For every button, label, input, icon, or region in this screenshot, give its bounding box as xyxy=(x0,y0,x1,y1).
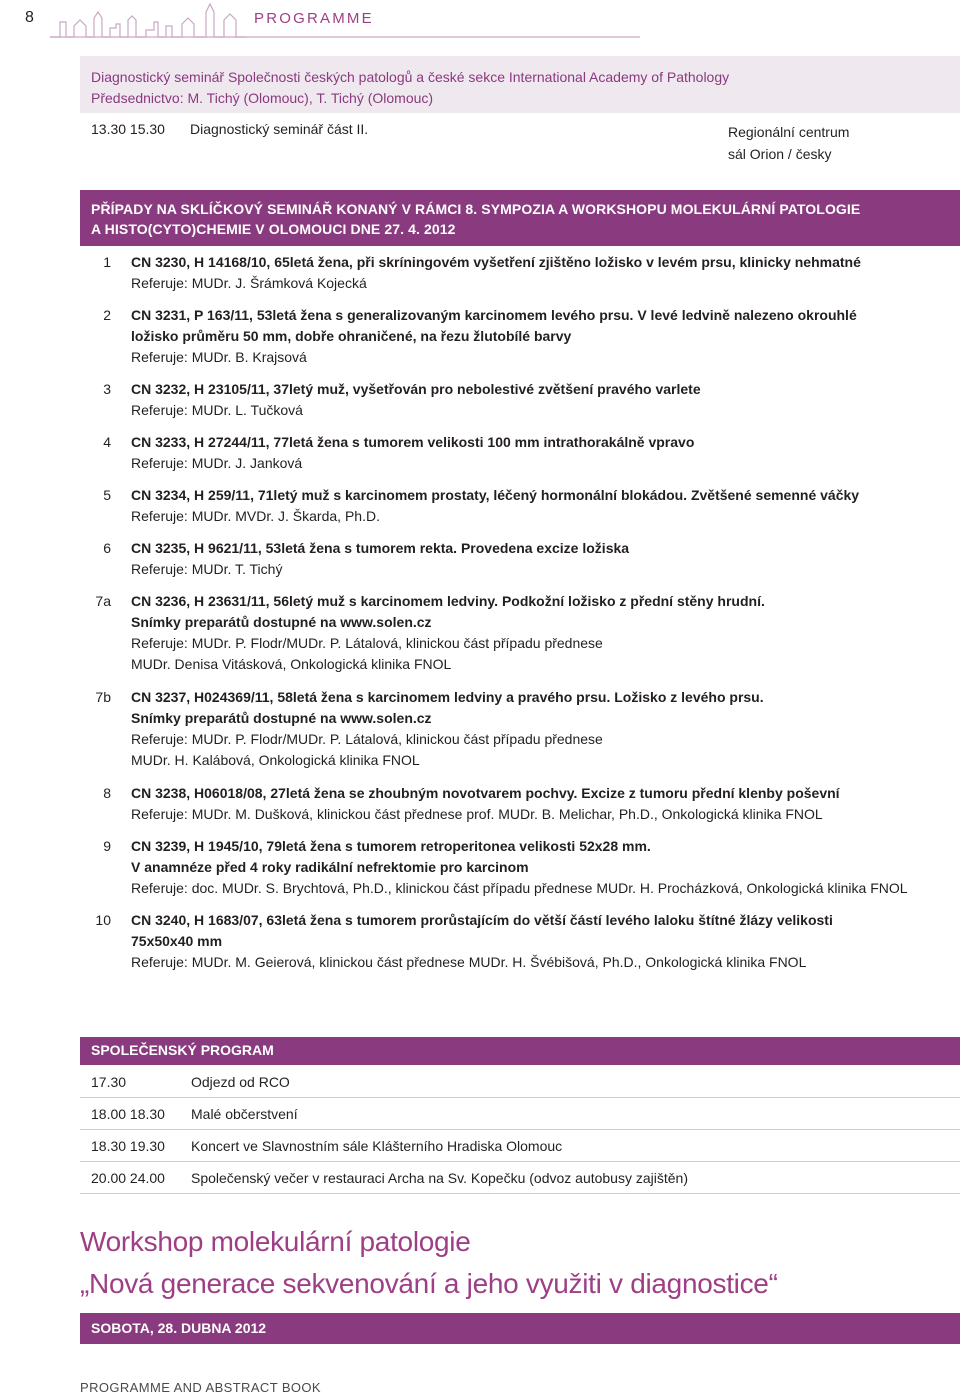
case-description xyxy=(131,836,960,899)
case-number: 9 xyxy=(103,838,111,854)
social-time: 18.30 19.30 xyxy=(91,1138,165,1154)
case-title-line: CN 3238, H06018/08, 27letá žena se zhoubným novotvarem pochvy. Excize z tumoru přední klenby poševní xyxy=(131,785,840,801)
workshop-subtitle: „Nová generace sekvenování a jeho využiti v diagnostice“ xyxy=(80,1268,778,1299)
case-title-line: ložisko průměru 50 mm, dobře ohraničené, na řezu žlutobílé barvy xyxy=(131,328,572,344)
case-presenter-line: Referuje: MUDr. P. Flodr/MUDr. P. Látalová, klinickou část případu přednese xyxy=(131,635,603,651)
social-event: Společenský večer v restauraci Archa na Sv. Kopečku (odvoz autobusy zajištěn) xyxy=(191,1170,688,1186)
case-number: 4 xyxy=(103,434,111,450)
case-title-line: Snímky preparátů dostupné na www.solen.cz xyxy=(131,614,432,630)
date-band: SOBOTA, 28. DUBNA 2012 xyxy=(80,1313,960,1344)
case-number: 8 xyxy=(103,785,111,801)
case-presenter-line: Referuje: MUDr. M. Geierová, klinickou část přednese MUDr. H. Švébišová, Ph.D., Onkologická klinika FNOL xyxy=(131,954,807,970)
workshop-title: Workshop molekulární patologie xyxy=(80,1226,471,1257)
case-number: 10 xyxy=(95,912,111,928)
case-description xyxy=(131,783,960,825)
case-presenter-line: Referuje: MUDr. MVDr. J. Škarda, Ph.D. xyxy=(131,508,380,524)
case-title-line: CN 3231, P 163/11, 53letá žena s generalizovaným karcinomem levého prsu. V levé ledvině nalezeno okrouhlé xyxy=(131,307,857,323)
case-number: 2 xyxy=(103,307,111,323)
social-row xyxy=(80,1098,960,1130)
case-presenter-line: MUDr. H. Kalábová, Onkologická klinika FNOL xyxy=(131,752,420,768)
case-presenter-line: Referuje: MUDr. M. Dušková, klinickou část přednese prof. MUDr. B. Melichar, Ph.D., Onkologická klinika FNOL xyxy=(131,806,823,822)
session-row xyxy=(91,121,960,166)
venue-line: sál Orion / česky xyxy=(728,146,832,162)
case-number: 3 xyxy=(103,381,111,397)
social-heading: SPOLEČENSKÝ PROGRAM xyxy=(80,1037,960,1065)
case-number: 7b xyxy=(95,689,111,705)
social-time: 18.00 18.30 xyxy=(91,1106,165,1122)
seminar-chairs: Předsednictvo: M. Tichý (Olomouc), T. Tichý (Olomouc) xyxy=(91,90,434,106)
case-title-line: CN 3232, H 23105/11, 37letý muž, vyšetřován pro nebolestivé zvětšení pravého varlete xyxy=(131,381,701,397)
case-description xyxy=(131,485,960,527)
case-presenter-line: Referuje: MUDr. J. Šrámková Kojecká xyxy=(131,275,367,291)
session-venue xyxy=(728,121,849,165)
seminar-info-box xyxy=(80,56,960,113)
case-title-line: CN 3239, H 1945/10, 79letá žena s tumorem retroperitonea velikosti 52x28 mm. xyxy=(131,838,651,854)
case-description xyxy=(131,432,960,474)
case-title-line: CN 3230, H 14168/10, 65letá žena, při skríningovém vyšetření zjištěno ložisko v levém prsu, klinicky nehmatné xyxy=(131,254,861,270)
case-number: 5 xyxy=(103,487,111,503)
cases-heading-line: PŘÍPADY NA SKLÍČKOVÝ SEMINÁŘ KONANÝ V RÁMCI 8. SYMPOZIA A WORKSHOPU MOLEKULÁRNÍ PATOLOGIE xyxy=(91,201,861,217)
case-description xyxy=(131,910,960,973)
case-presenter-line: Referuje: MUDr. L. Tučková xyxy=(131,402,303,418)
case-title-line: 75x50x40 mm xyxy=(131,933,223,949)
footer-text: PROGRAMME AND ABSTRACT BOOK xyxy=(80,1380,321,1395)
social-event: Odjezd od RCO xyxy=(191,1074,290,1090)
cases-heading-line: A HISTO(CYTO)CHEMIE V OLOMOUCI DNE 27. 4. 2012 xyxy=(91,221,456,237)
social-row xyxy=(80,1066,960,1098)
case-title-line: CN 3234, H 259/11, 71letý muž s karcinomem prostaty, léčený hormonální blokádou. Zvětšené semenné váčky xyxy=(131,487,860,503)
session-time: 13.30 15.30 xyxy=(91,121,165,137)
session-title: Diagnostický seminář část II. xyxy=(190,121,369,137)
cases-heading xyxy=(80,190,960,246)
case-number: 7a xyxy=(95,593,111,609)
social-event: Malé občerstvení xyxy=(191,1106,298,1122)
case-presenter-line: Referuje: MUDr. T. Tichý xyxy=(131,561,283,577)
case-description xyxy=(131,687,960,771)
case-description xyxy=(131,252,960,294)
page-number: 8 xyxy=(25,9,34,26)
case-title-line: CN 3233, H 27244/11, 77letá žena s tumorem velikosti 100 mm intrathorakálně vpravo xyxy=(131,434,695,450)
case-title-line: CN 3235, H 9621/11, 53letá žena s tumorem rekta. Provedena excize ložiska xyxy=(131,540,630,556)
social-row xyxy=(80,1130,960,1162)
case-description xyxy=(131,538,960,580)
social-event: Koncert ve Slavnostním sále Klášterního Hradiska Olomouc xyxy=(191,1138,563,1154)
case-title-line: V anamnéze před 4 roky radikální nefrektomie pro karcinom xyxy=(131,859,529,875)
case-title-line: CN 3240, H 1683/07, 63letá žena s tumorem prorůstajícím do větší částí levého laloku štítné žlázy velikosti xyxy=(131,912,833,928)
case-presenter-line: Referuje: MUDr. J. Janková xyxy=(131,455,303,471)
social-time: 17.30 xyxy=(91,1074,127,1090)
section-title: PROGRAMME xyxy=(254,10,374,27)
case-presenter-line: Referuje: MUDr. P. Flodr/MUDr. P. Látalová, klinickou část případu přednese xyxy=(131,731,603,747)
case-description xyxy=(131,305,960,368)
social-row xyxy=(80,1162,960,1194)
page-header xyxy=(0,0,960,38)
case-presenter-line: Referuje: doc. MUDr. S. Brychtová, Ph.D., klinickou část případu přednese MUDr. H. Procházková, Onkologická klinika FNOL xyxy=(131,880,908,896)
case-presenter-line: Referuje: MUDr. B. Krajsová xyxy=(131,349,307,365)
case-description xyxy=(131,379,960,421)
case-description xyxy=(131,591,960,675)
case-title-line: Snímky preparátů dostupné na www.solen.cz xyxy=(131,710,432,726)
case-presenter-line: MUDr. Denisa Vitásková, Onkologická klinika FNOL xyxy=(131,656,452,672)
case-title-line: CN 3236, H 23631/11, 56letý muž s karcinomem ledviny. Podkožní ložisko z přední stěny hrudní. xyxy=(131,593,765,609)
social-time: 20.00 24.00 xyxy=(91,1170,165,1186)
case-number: 1 xyxy=(103,254,111,270)
case-number: 6 xyxy=(103,540,111,556)
case-title-line: CN 3237, H024369/11, 58letá žena s karcinomem ledviny a pravého prsu. Ložisko z levého prsu. xyxy=(131,689,764,705)
seminar-title: Diagnostický seminář Společnosti českých patologů a české sekce International Academy of Pathology xyxy=(91,69,730,85)
venue-line: Regionální centrum xyxy=(728,124,850,140)
